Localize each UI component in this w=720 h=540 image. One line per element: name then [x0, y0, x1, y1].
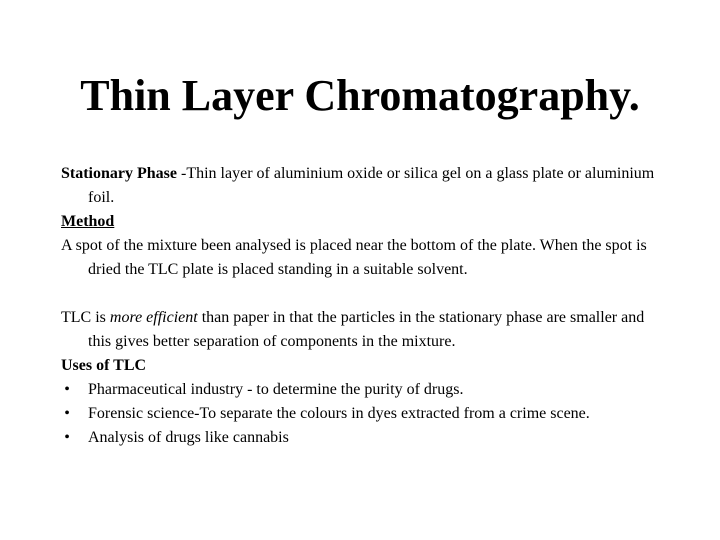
efficiency-emphasis: more efficient: [109, 309, 198, 326]
efficiency-paragraph: [61, 306, 661, 354]
uses-heading: Uses of TLC: [61, 357, 147, 374]
uses-item-text: Forensic science-To separate the colours in dyes extracted from a crime scene.: [88, 405, 590, 422]
bullet-icon: •: [64, 429, 70, 446]
method-heading-line: [61, 210, 661, 234]
stationary-phase-label: Stationary Phase: [61, 165, 177, 182]
slide-title: Thin Layer Chromatography.: [80, 71, 640, 120]
method-paragraph: A spot of the mixture been analysed is placed near the bottom of the plate. When the spot is dried the TLC plate is placed standing in a suitable solvent.: [61, 237, 647, 278]
stationary-phase-paragraph: [61, 162, 661, 210]
uses-list-item: [61, 378, 661, 402]
stationary-phase-text: -Thin layer of aluminium oxide or silica gel on a glass plate or aluminium foil.: [88, 165, 655, 206]
uses-list: [61, 378, 661, 450]
bullet-icon: •: [64, 381, 70, 398]
uses-item-text: Analysis of drugs like cannabis: [88, 429, 289, 446]
bullet-icon: •: [64, 405, 70, 422]
uses-item-text: Pharmaceutical industry - to determine the purity of drugs.: [88, 381, 464, 398]
efficiency-suffix: than paper in that the particles in the stationary phase are smaller and this gives better separation of components in the mixture.: [88, 309, 645, 350]
slide-body: [61, 162, 661, 450]
uses-list-item: [61, 426, 661, 450]
method-heading: Method: [61, 213, 115, 230]
uses-list-item: [61, 402, 661, 426]
efficiency-prefix: TLC is: [61, 309, 110, 326]
